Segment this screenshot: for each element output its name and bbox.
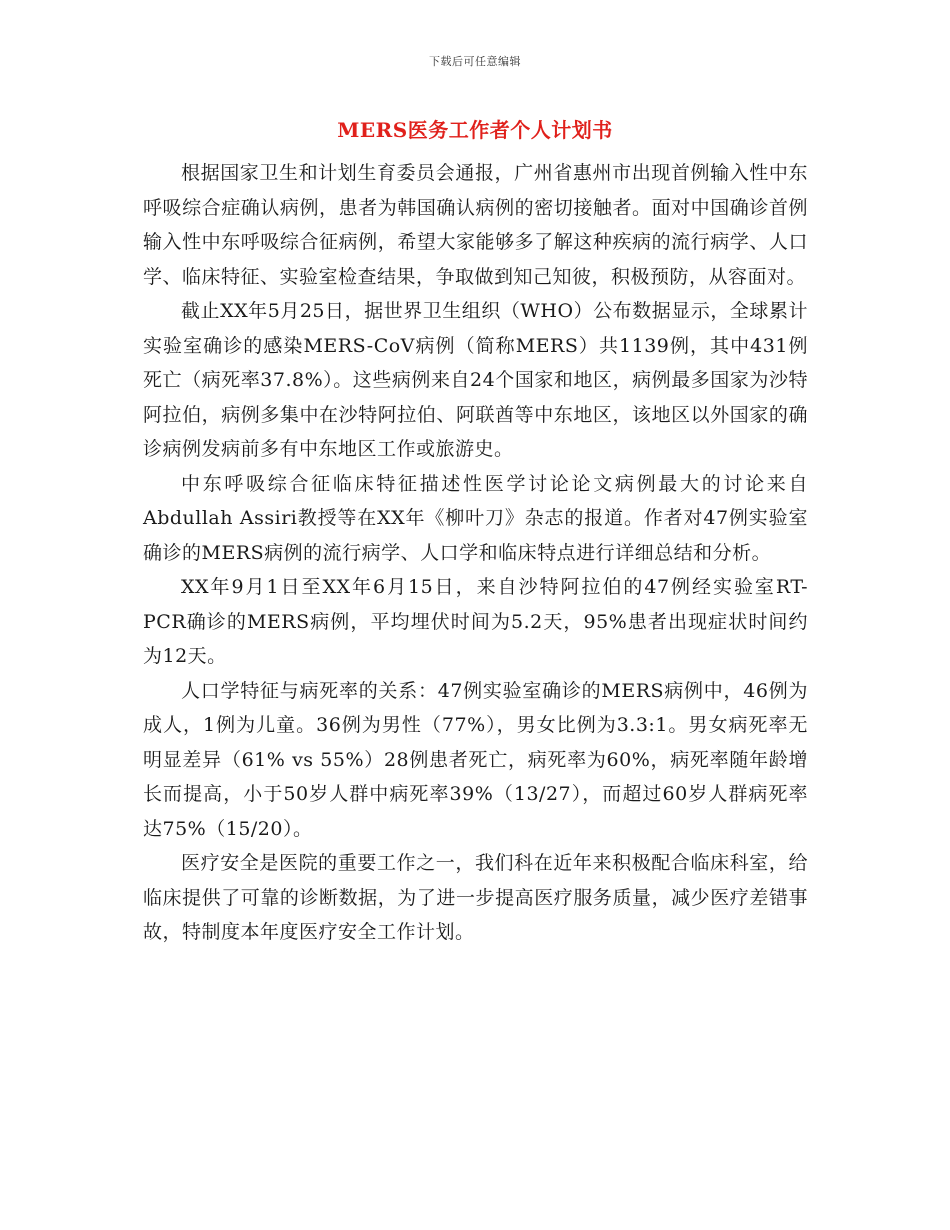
document-title: MERS医务工作者个人计划书 <box>337 118 613 142</box>
paragraph-statistics: 截止XX年5月25日，据世界卫生组织（WHO）公布数据显示，全球累计实验室确诊的感染MERS-CoV病例（简称MERS）共1139例，其中431例死亡（病死率37.8%）。这些病例来自24个国家和地区，病例最多国家为沙特阿拉伯，病例多集中在沙特阿拉伯、阿联酋等中东地区，该地区以外国家的确诊病例发病前多有中东地区工作或旅游史。 <box>143 300 808 460</box>
paragraph-intro: 根据国家卫生和计划生育委员会通报，广州省惠州市出现首例输入性中东呼吸综合症确认病例，患者为韩国确认病例的密切接触者。面对中国确诊首例输入性中东呼吸综合征病例，希望大家能够多了解这种疾病的流行病学、人口学、临床特征、实验室检查结果，争取做到知己知彼，积极预防，从容面对。 <box>143 162 808 288</box>
paragraph-demographics: 人口学特征与病死率的关系：47例实验室确诊的MERS病例中，46例为成人，1例为儿童。36例为男性（77%），男女比例为3.3:1。男女病死率无明显差异（61% vs 55%）28例患者死亡，病死率为60%，病死率随年龄增长而提高，小于50岁人群中病死率39%（13/27），而超过60岁人群病死率达75%（15/20）。 <box>143 679 808 840</box>
document-body <box>143 156 808 950</box>
page-header-note: 下载后可任意编辑 <box>429 55 521 68</box>
paragraph-lancet-study: 中东呼吸综合征临床特征描述性医学讨论论文病例最大的讨论来自Abdullah Assiri教授等在XX年《柳叶刀》杂志的报道。作者对47例实验室确诊的MERS病例的流行病学、人口学和临床特点进行详细总结和分析。 <box>143 472 808 564</box>
paragraph-incubation: XX年9月1日至XX年6月15日，来自沙特阿拉伯的47例经实验室RT-PCR确诊的MERS病例，平均埋伏时间为5.2天，95%患者出现症状时间约为12天。 <box>143 576 808 667</box>
paragraph-medical-safety: 医疗安全是医院的重要工作之一，我们科在近年来积极配合临床科室，给临床提供了可靠的诊断数据，为了进一步提高医疗服务质量，减少医疗差错事故，特制度本年度医疗安全工作计划。 <box>143 852 808 943</box>
